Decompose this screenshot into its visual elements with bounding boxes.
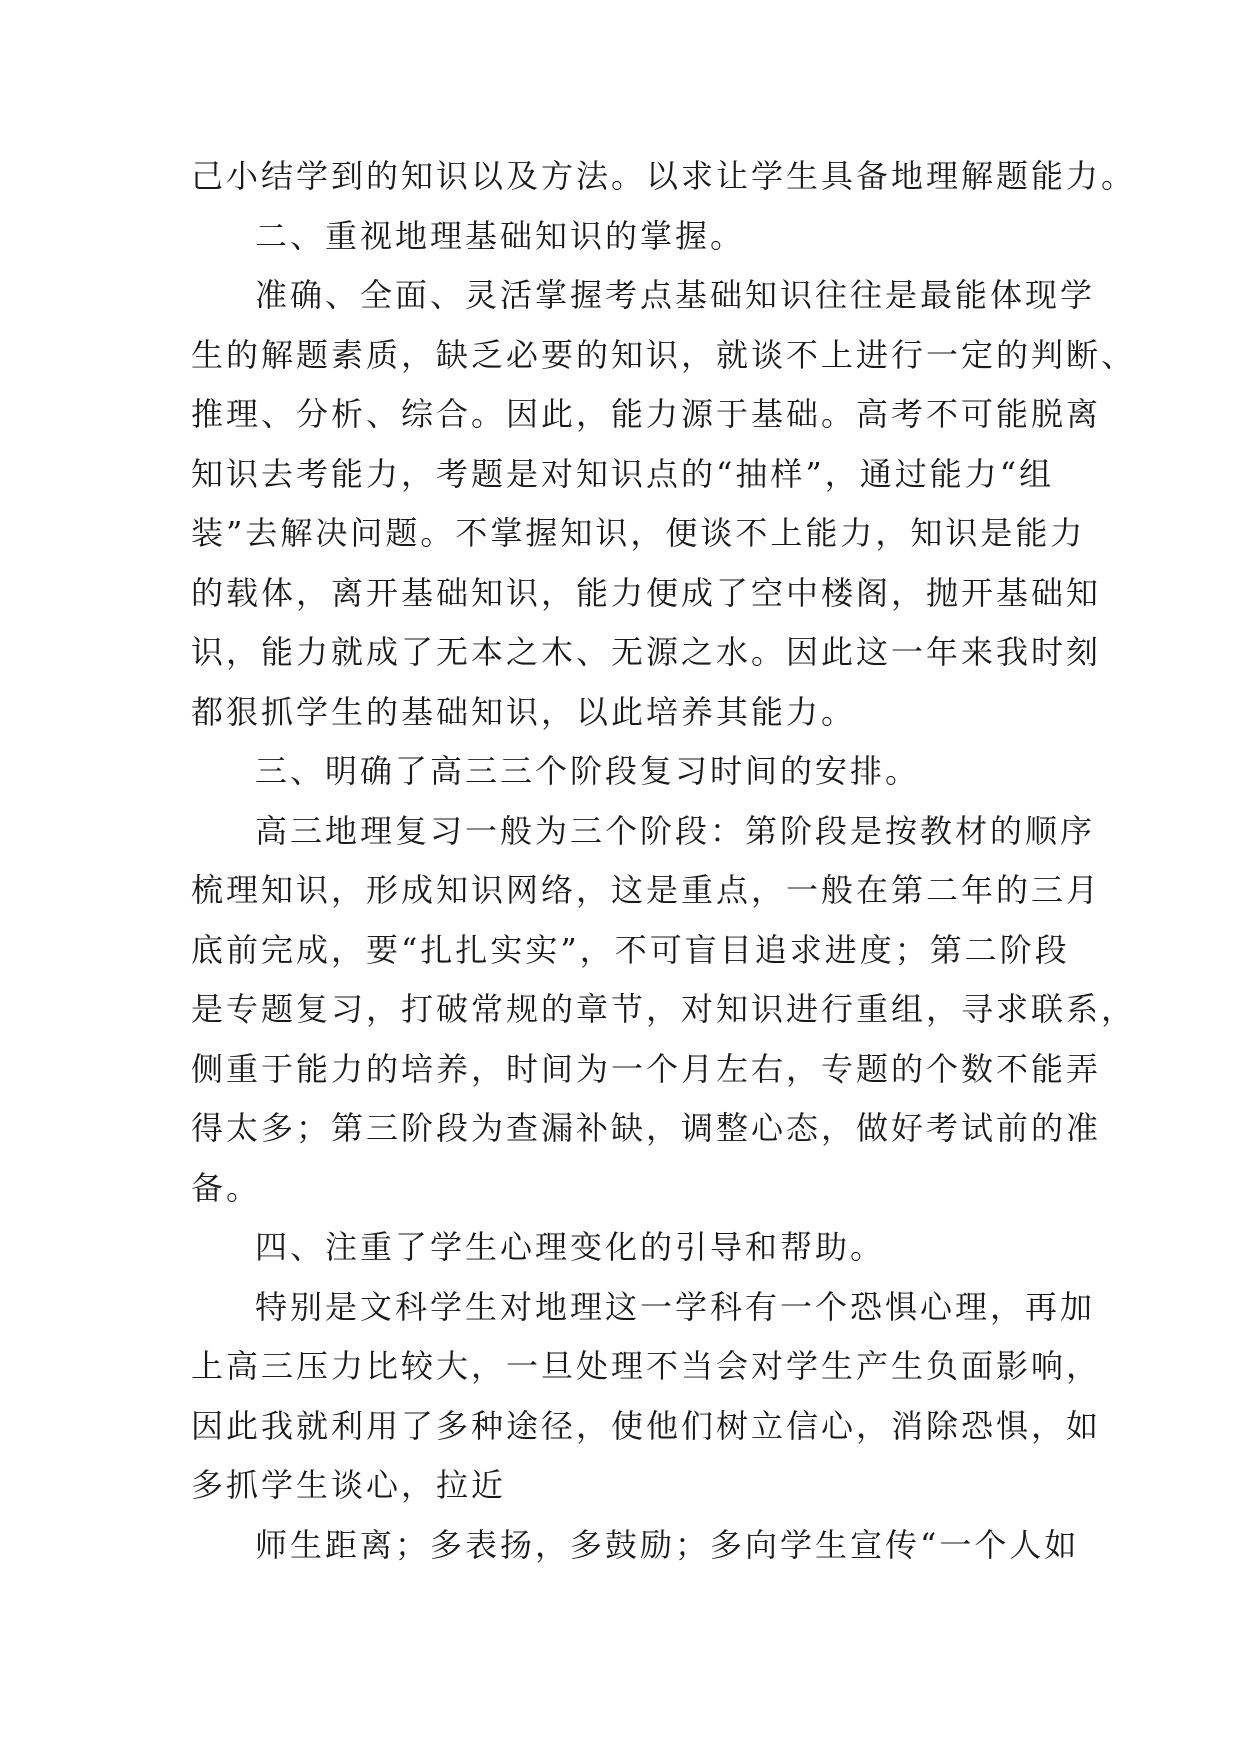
text-line: 底前完成，要“扎扎实实”，不可盲目追求进度；第二阶段 xyxy=(191,930,1070,969)
text-line: 高三地理复习一般为三个阶段：第阶段是按教材的顺序 xyxy=(255,811,1096,850)
text-line: 的载体，离开基础知识，能力便成了空中楼阁，抛开基础知 xyxy=(191,573,1102,612)
text-line: 特别是文科学生对地理这一学科有一个恐惧心理，再加 xyxy=(255,1287,1096,1326)
text-line: 识，能力就成了无本之木、无源之水。因此这一年来我时刻 xyxy=(191,633,1102,671)
text-line: 上高三压力比较大，一旦处理不当会对学生产生负面影响， xyxy=(191,1347,1102,1385)
text-line: 己小结学到的知识以及方法。以求让学生具备地理解题能力。 xyxy=(191,157,1137,195)
text-line: 生的解题素质，缺乏必要的知识，就谈不上进行一定的判断、 xyxy=(191,335,1137,374)
text-line: 装”去解决问题。不掌握知识，便谈不上能力，知识是能力 xyxy=(191,514,1086,552)
text-line: 是专题复习，打破常规的章节，对知识进行重组，寻求联系， xyxy=(191,990,1137,1028)
text-line: 得太多；第三阶段为查漏补缺，调整心态，做好考试前的准 xyxy=(191,1109,1102,1147)
text-line: 多抓学生谈心，拉近 xyxy=(191,1466,507,1504)
text-line: 梳理知识，形成知识网络，这是重点，一般在第二年的三月 xyxy=(191,871,1102,909)
text-line: 都狠抓学生的基础知识，以此培养其能力。 xyxy=(191,692,857,731)
text-line: 三、明确了高三三个阶段复习时间的安排。 xyxy=(255,752,921,790)
text-line: 备。 xyxy=(191,1168,262,1207)
text-line: 知识去考能力，考题是对知识点的“抽样”，通过能力“组 xyxy=(191,454,1055,493)
text-line: 准确、全面、灵活掌握考点基础知识往往是最能体现学 xyxy=(255,276,1096,314)
text-line: 推理、分析、综合。因此，能力源于基础。高考不可能脱离 xyxy=(191,395,1102,433)
text-line: 因此我就利用了多种途径，使他们树立信心，消除恐惧，如 xyxy=(191,1406,1102,1445)
text-line: 二、重视地理基础知识的掌握。 xyxy=(255,216,746,255)
text-line: 侧重于能力的培养，时间为一个月左右，专题的个数不能弄 xyxy=(191,1049,1102,1088)
body-text xyxy=(191,147,1137,1575)
text-line: 四、注重了学生心理变化的引导和帮助。 xyxy=(255,1228,886,1266)
text-line: 师生距离；多表扬，多鼓励；多向学生宣传“一个人如 xyxy=(255,1525,1080,1564)
